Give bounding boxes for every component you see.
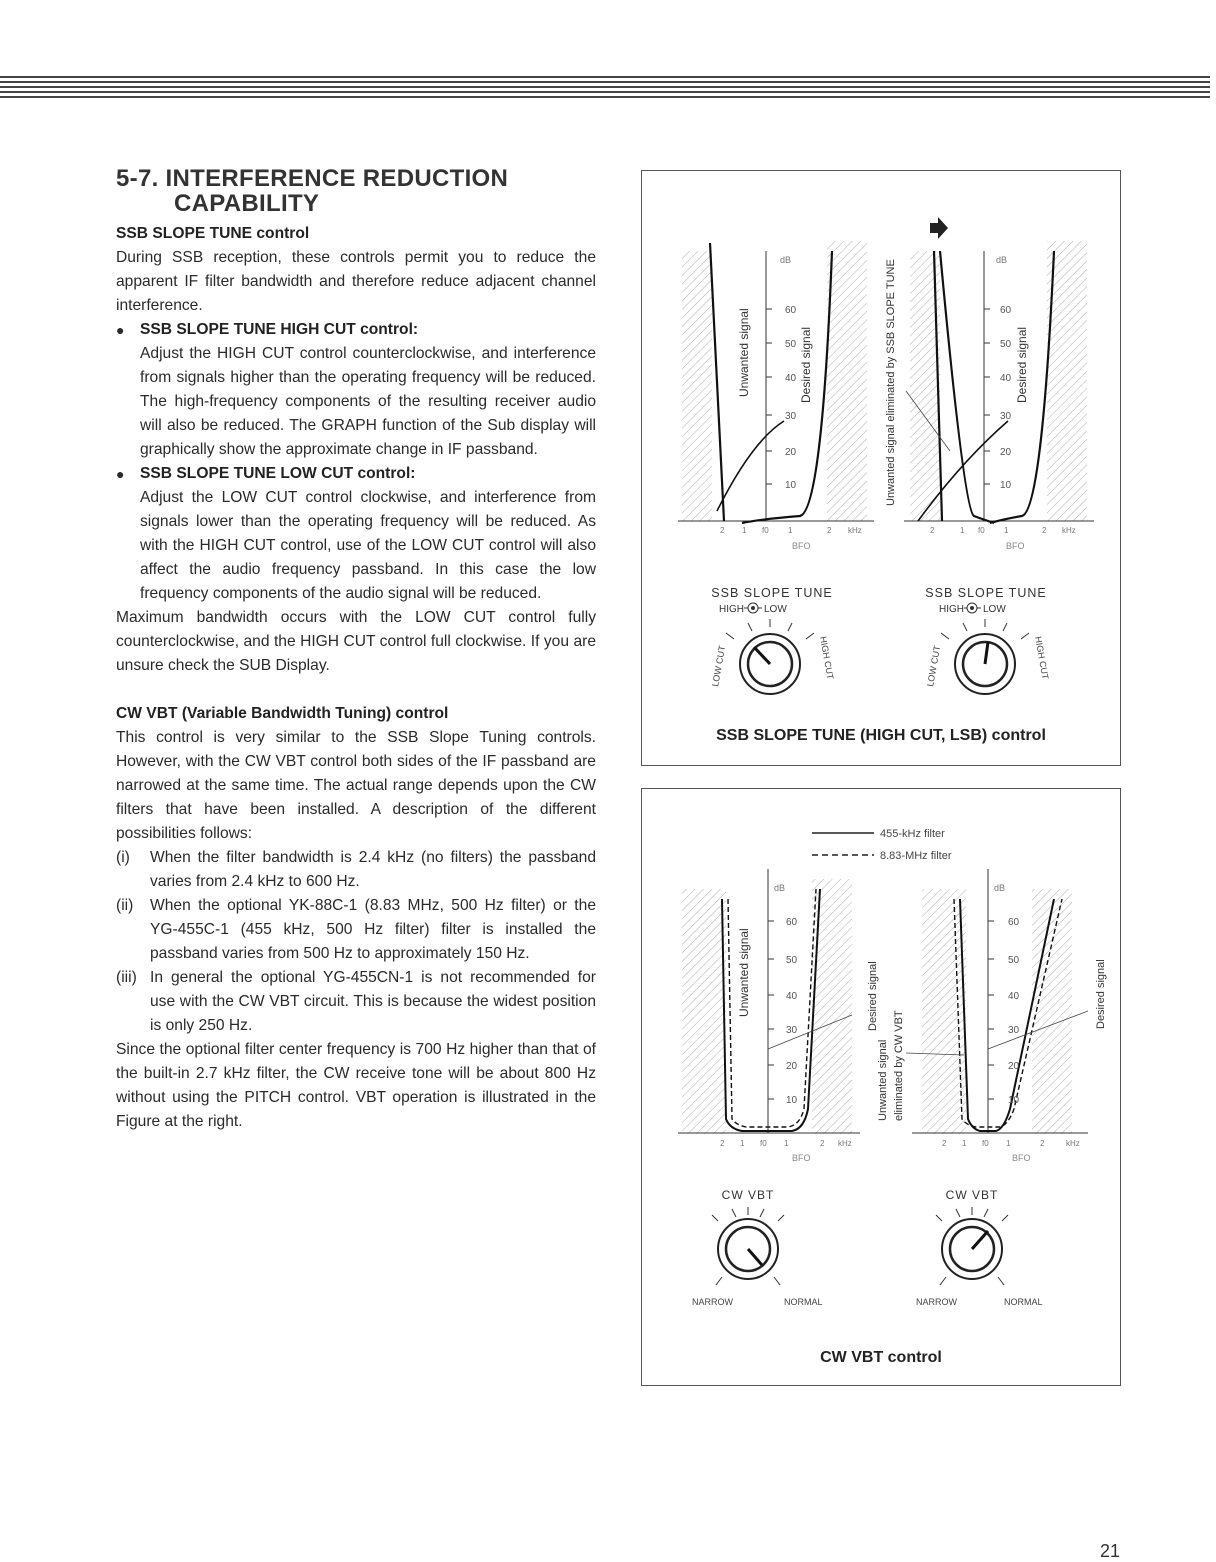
db-label: dB	[780, 255, 792, 265]
curve	[717, 421, 784, 511]
knob-title: SSB SLOPE TUNE	[925, 586, 1047, 600]
x-tick-label: 1	[960, 526, 965, 535]
x-tick-label: 2	[827, 526, 832, 535]
section-title: 5-7. INTERFERENCE REDUCTION CAPABILITY	[116, 165, 509, 217]
bullet-icon: ●	[116, 322, 125, 338]
desired-signal-label: Desired signal	[1095, 959, 1107, 1029]
knob-pointer	[985, 642, 988, 664]
x-tick-label: 2	[720, 526, 725, 535]
ssb-heading: SSB SLOPE TUNE control	[116, 225, 310, 242]
vbt-knob-right	[916, 1188, 1043, 1307]
ssb-graph-left	[678, 241, 874, 551]
db-tick-label: 60	[1000, 305, 1012, 316]
low-cut-label: LOW CUT	[710, 644, 728, 688]
x-tick-label: f0	[978, 526, 985, 535]
db-tick-label: 60	[786, 917, 798, 928]
db-tick-label: 50	[1000, 339, 1012, 350]
x-tick-label: 1	[742, 526, 747, 535]
legend-dashed-label: 8.83-MHz filter	[880, 850, 952, 862]
db-tick-label: 20	[1000, 447, 1012, 458]
high-cut-text: Adjust the HIGH CUT control counterclockwise, and interference from signals higher than the operating frequency will be reduced. The high-frequency components of the resulting receiver audio will also be reduced. The GRAPH function of the Sub display will graphically show the approximate change in IF passband.	[140, 345, 596, 458]
db-tick-label: 10	[1008, 1095, 1020, 1106]
eliminated-label: Unwanted signal eliminated by SSB SLOPE TUNE	[885, 259, 897, 506]
vbt-intro: This control is very similar to the SSB Slope Tuning controls. However, with the CW VBT control both sides of the IF passband are narrowed at the same time. The actual range depends upon the CW filters that have been installed. A description of the different possibilities follows:	[116, 729, 596, 842]
ssb-figure-caption: SSB SLOPE TUNE (HIGH CUT, LSB) control	[716, 727, 1046, 744]
db-label: dB	[774, 883, 786, 893]
db-tick-label: 30	[1000, 411, 1012, 422]
hatched-area	[1032, 889, 1072, 1134]
max-bandwidth-text: Maximum bandwidth occurs with the LOW CUT control fully counterclockwise, and the HIGH CUT control full clockwise. If you are unsure check the SUB Display.	[116, 609, 596, 674]
page-number: 21	[1099, 1541, 1120, 1561]
ssb-knob-left	[710, 586, 835, 694]
db-label: dB	[994, 883, 1006, 893]
unwanted-signal-label: Unwanted signal	[737, 308, 751, 397]
hatched-area	[682, 251, 712, 521]
normal-label: NORMAL	[1004, 1297, 1043, 1307]
knob-title: CW VBT	[945, 1188, 999, 1202]
knob-title: CW VBT	[721, 1188, 775, 1202]
db-tick-label: 50	[1008, 955, 1020, 966]
db-tick-label: 50	[785, 339, 797, 350]
curve	[710, 243, 724, 521]
vbt-graph-right	[906, 869, 1107, 1163]
vbt-knob-left	[692, 1188, 823, 1307]
desired-signal-label: Desired signal	[867, 961, 879, 1031]
vbt-graph-left	[678, 869, 860, 1163]
vbt-closing: Since the optional filter center frequency is 700 Hz higher than that of the built-in 2.7 kHz filter, the CW receive tone will be about 800 Hz without using the PITCH control. VBT operation is illustrated in the Figure at the right.	[116, 1041, 596, 1130]
legend	[812, 828, 952, 862]
low-cut-label: LOW CUT	[925, 644, 943, 688]
ssb-slope-tune-figure	[641, 170, 1121, 766]
list-item: (iii) In general the optional YG-455CN-1 is not recommended for use with the CW VBT circuit. This is because the widest position is only 250 Hz.	[116, 969, 596, 1034]
db-tick-label: 40	[786, 991, 798, 1002]
x-tick-label: 1	[962, 1139, 967, 1148]
db-tick-label: 30	[1008, 1025, 1020, 1036]
db-tick-label: 10	[785, 480, 797, 491]
db-tick-label: 20	[785, 447, 797, 458]
x-tick-label: kHz	[1066, 1139, 1080, 1148]
ssb-intro: During SSB reception, these controls permit you to reduce the apparent IF filter bandwidth and therefore reduce adjacent channel interference.	[116, 249, 596, 314]
knob-pointer	[754, 647, 770, 664]
db-tick-label: 20	[786, 1061, 798, 1072]
x-tick-label: 1	[788, 526, 793, 535]
hatched-area	[827, 241, 867, 521]
db-tick-label: 20	[1008, 1061, 1020, 1072]
x-tick-label: 2	[1042, 526, 1047, 535]
low-cut-text: Adjust the LOW CUT control clockwise, and interference from signals lower than the operating frequency will be reduced. As with the HIGH CUT control, use of the LOW CUT control will also affect the audio frequency passband. In this case the low frequency components of the audio signal will be reduced.	[140, 489, 596, 602]
db-tick-label: 60	[1008, 917, 1020, 928]
bfo-label: BFO	[792, 1153, 811, 1163]
db-tick-label: 40	[1000, 373, 1012, 384]
x-tick-label: 2	[820, 1139, 825, 1148]
high-cut-label: HIGH CUT	[818, 635, 836, 681]
db-tick-label: 40	[785, 373, 797, 384]
ssb-knob-right	[925, 586, 1050, 694]
x-tick-label: kHz	[1062, 526, 1076, 535]
x-tick-label: f0	[762, 526, 769, 535]
knob-high-label: HIGH	[939, 604, 964, 615]
db-tick-label: 30	[786, 1025, 798, 1036]
x-tick-label: 2	[942, 1139, 947, 1148]
x-tick-label: 2	[1040, 1139, 1045, 1148]
bfo-label: BFO	[1012, 1153, 1031, 1163]
hatched-area	[682, 889, 726, 1134]
knob-low-label: LOW	[983, 604, 1006, 615]
desired-signal-label: Desired signal	[799, 326, 813, 403]
bfo-label: BFO	[1006, 541, 1025, 551]
bullet-low-cut: ● SSB SLOPE TUNE LOW CUT control:	[116, 462, 596, 486]
db-tick-label: 30	[785, 411, 797, 422]
x-tick-label: 1	[740, 1139, 745, 1148]
high-cut-label: HIGH CUT	[1033, 635, 1051, 681]
right-arrow-icon	[930, 217, 948, 239]
db-tick-label: 10	[1000, 480, 1012, 491]
x-tick-label: f0	[760, 1139, 767, 1148]
x-tick-label: 1	[1004, 526, 1009, 535]
knob-title: SSB SLOPE TUNE	[711, 586, 833, 600]
x-tick-label: kHz	[838, 1139, 852, 1148]
narrow-label: NARROW	[692, 1297, 733, 1307]
knob-low-label: LOW	[764, 604, 787, 615]
eliminated-label-line2: eliminated by CW VBT	[893, 1010, 905, 1121]
normal-label: NORMAL	[784, 1297, 823, 1307]
hatched-area	[922, 889, 966, 1134]
bfo-label: BFO	[792, 541, 811, 551]
x-tick-label: 1	[784, 1139, 789, 1148]
bullet-high-cut: ● SSB SLOPE TUNE HIGH CUT control:	[116, 318, 596, 342]
vbt-graphs	[642, 789, 1120, 1385]
db-tick-label: 40	[1008, 991, 1020, 1002]
header-rules	[0, 76, 1210, 102]
x-tick-label: kHz	[848, 526, 862, 535]
knob-pointer	[748, 1249, 762, 1265]
unwanted-signal-label: Unwanted signal	[737, 928, 751, 1017]
eliminated-label-line1: Unwanted signal	[877, 1039, 889, 1121]
narrow-label: NARROW	[916, 1297, 957, 1307]
x-tick-label: 2	[930, 526, 935, 535]
ssb-graphs	[642, 171, 1120, 765]
db-tick-label: 50	[786, 955, 798, 966]
ssb-graph-right	[904, 241, 1094, 551]
db-label: dB	[996, 255, 1008, 265]
knob-pointer	[972, 1231, 988, 1249]
x-tick-label: 1	[1006, 1139, 1011, 1148]
desired-signal-label: Desired signal	[1015, 326, 1029, 403]
db-tick-label: 60	[785, 305, 797, 316]
x-tick-label: f0	[982, 1139, 989, 1148]
vbt-figure-caption: CW VBT control	[820, 1349, 942, 1366]
list-item: (i) When the filter bandwidth is 2.4 kHz (no filters) the passband varies from 2.4 kHz to 600 Hz.	[116, 849, 596, 890]
x-tick-label: 2	[720, 1139, 725, 1148]
list-item: (ii) When the optional YK-88C-1 (8.83 MHz, 500 Hz filter) or the YG-455C-1 (455 kHz, 500 Hz filter) filter is installed the passband varies from 500 Hz to approximately 150 Hz.	[116, 897, 596, 962]
db-tick-label: 10	[786, 1095, 798, 1106]
vbt-heading: CW VBT (Variable Bandwidth Tuning) control	[116, 705, 449, 722]
cw-vbt-figure	[641, 788, 1121, 1386]
legend-solid-label: 455-kHz filter	[880, 828, 945, 840]
text-column	[116, 166, 596, 1134]
knob-high-label: HIGH	[719, 604, 744, 615]
bullet-icon: ●	[116, 466, 125, 482]
